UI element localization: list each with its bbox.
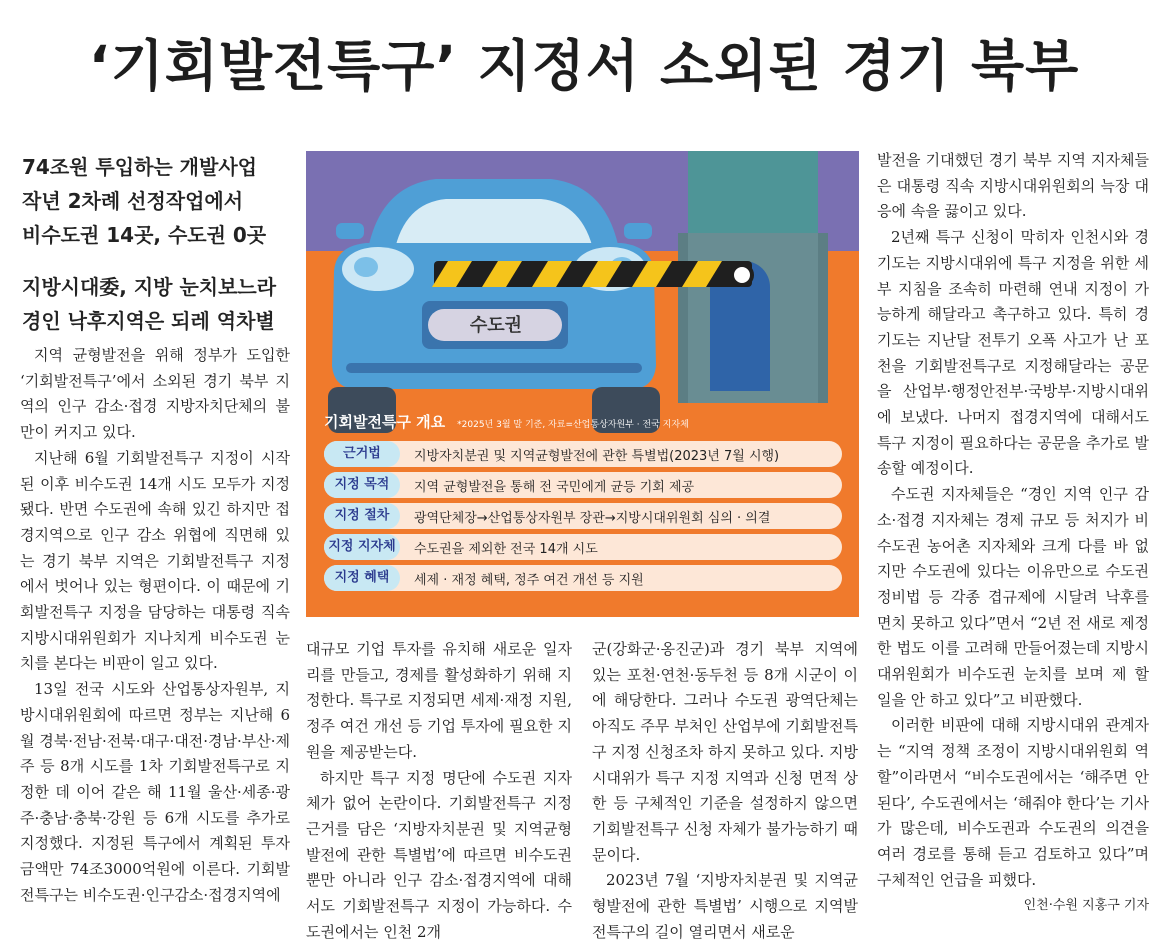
- deck-line: 74조원 투입하는 개발사업: [22, 155, 257, 179]
- info-row-text: 광역단체장→산업통상자원부 장관→지방시대위원회 심의 · 의결: [414, 510, 771, 526]
- barrier-arm: [432, 261, 752, 287]
- infographic: [306, 151, 859, 617]
- deck-line: 작년 2차례 선정작업에서: [22, 189, 244, 213]
- paragraph: 대규모 기업 투자를 유치해 새로운 일자리를 만들고, 경제를 활성화하기 위해 지정한다. 특구로 지정되면 세제·재정 지원, 정주 여건 개선 등 기업 투자에 필요한 지원을 제공받는다.: [306, 640, 572, 761]
- info-row: [324, 472, 842, 498]
- deck-line: 비수도권 14곳, 수도권 0곳: [22, 223, 267, 247]
- info-row-tag: 지정 지자체: [324, 534, 400, 560]
- deck-line: 경인 낙후지역은 되레 역차별: [22, 309, 275, 333]
- paragraph: 이러한 비판에 대해 지방시대위 관계자는 “지역 정책 조정이 지방시대위원회 역할”이라면서 “비수도권에서는 ‘해주면 안 된다’, 수도권에서는 ‘해줘야 한다’는 기사가 많은데, 비수도권과 수도권의 의견을 여러 경로를 통해 듣고 검토하고 있다”며 구체적인 언급을 피했다.: [877, 716, 1149, 889]
- paragraph: 13일 전국 시도와 산업통상자원부, 지방시대위원회에 따르면 정부는 지난해 6월 경북·전남·전북·대구·대전·경남·부산·제주 등 8개 시도를 1차 기회발전특구로 지정한 데 이어 같은 해 11월 울산·세종·광주·충남·충북·강원 등 6개 시도를 추가로 지정했다. 지정된 특구에서 계획된 투자 금액만 74조3000억원에 이른다. 기회발전특구는 비수도권·인구감소·접경지역에: [20, 680, 290, 904]
- byline: 인천·수원 지홍구 기자: [1023, 898, 1149, 914]
- paragraph: 하지만 특구 지정 명단에 수도권 지자체가 없어 논란이다. 기회발전특구 지정 근거를 담은 ‘지방자치분권 및 지역균형발전에 관한 특별법’에 따르면 비수도권뿐만 아니라 인구 감소·접경지역에 대해서도 기회발전특구 지정이 가능하다. 수도권에서는 인천 2개: [306, 768, 572, 941]
- paragraph: 수도권 지자체들은 “경인 지역 인구 감소·접경 지자체는 경제 규모 등 처지가 비수도권 농어촌 지자체와 크게 다를 바 없지만 수도권에 있다는 이유만으로 수도권정비법 등 각종 겹규제에 시달려 낙후를 면치 못하고 있다”면서 “2년 전 새로 제정한 법도 이를 고려해 만들어졌는데 지방시대위원회가 비수도권 눈치를 보며 제 할 일을 안 하고 있다”고 비판했다.: [877, 485, 1149, 709]
- info-row-text: 지방자치분권 및 지역균형발전에 관한 특별법(2023년 7월 시행): [414, 448, 780, 464]
- body-column-4: [877, 148, 1149, 919]
- info-panel-header: [324, 411, 842, 441]
- body-column-3: [592, 637, 858, 945]
- info-row-tag: 지정 절차: [324, 503, 400, 529]
- deck: [22, 150, 292, 338]
- info-row-tag: 근거법: [324, 441, 400, 467]
- info-row: [324, 534, 842, 560]
- paragraph: 2023년 7월 ‘지방자치분권 및 지역균형발전에 관한 특별법’ 시행으로 지역발전특구의 길이 열리면서 새로운: [592, 871, 858, 941]
- info-row-text: 지역 균형발전을 통해 전 국민에게 균등 기회 제공: [414, 479, 695, 495]
- info-row-tag: 지정 목적: [324, 472, 400, 498]
- body-column-1: [20, 343, 290, 908]
- license-plate-label: 수도권: [469, 315, 523, 336]
- paragraph: 지난해 6월 기회발전특구 지정이 시작된 이후 비수도권 14개 시도 모두가 지정됐다. 반면 수도권에 속해 있긴 하지만 접경지역으로 인구 감소 위협에 직면해 있는 경기 북부 지역은 기회발전특구 지정에서 벗어나 있는 형편이다. 이 때문에 기회발전특구 지정을 담당하는 대통령 직속 지방시대위원회가 지나치게 비수도권 눈치를 본다는 비판이 일고 있다.: [20, 448, 290, 673]
- info-row-text: 세제 · 재정 혜택, 정주 여건 개선 등 지원: [414, 572, 644, 588]
- info-row-text: 수도권을 제외한 전국 14개 시도: [414, 541, 598, 557]
- paragraph: 2년째 특구 신청이 막히자 인천시와 경기도는 지방시대위에 특구 지정을 위한 세부 지침을 조속히 마련해 연내 지정이 가능하게 해달라고 촉구하고 있다. 특히 경기도는 지난달 전투기 오폭 사고가 난 포천을 기회발전특구로 지정해달라는 공문을 산업부·행정안전부·국방부·지방시대위에 보냈다. 나머지 접경지역에 대해서도 특구 지정이 필요하다는 공문을 추가로 발송할 예정이다.: [877, 228, 1149, 478]
- info-row: [324, 441, 842, 467]
- info-panel-title: 기회발전특구 개요: [324, 413, 446, 431]
- info-row: [324, 503, 842, 529]
- headline: ‘기회발전특구’ 지정서 소외된 경기 북부: [88, 34, 1080, 98]
- body-column-2: [306, 637, 572, 945]
- info-row-tag: 지정 혜택: [324, 565, 400, 591]
- paragraph: 지역 균형발전을 위해 정부가 도입한 ‘기회발전특구’에서 소외된 경기 북부 지역의 인구 감소·접경 지방자치단체의 불만이 커지고 있다.: [20, 346, 290, 442]
- paragraph: 군(강화군·옹진군)과 경기 북부 지역에 있는 포천·연천·동두천 등 8개 시군이 이에 해당한다. 그러나 수도권 광역단체는 아직도 주무 부처인 산업부에 기회발전특구 지정 신청조차 하지 못하고 있다. 지방시대위가 특구 지정 지역과 신청 면적 상한 등 구체적인 기준을 설정하지 않으면 기회발전특구 신청 자체가 불가능하기 때문이다.: [592, 640, 858, 864]
- info-panel: [324, 411, 842, 596]
- info-row: [324, 565, 842, 591]
- info-panel-source-note: *2025년 3월 말 기준, 자료=산업통상자원부 · 전국 지자체: [457, 420, 689, 430]
- deck-line: 지방시대委, 지방 눈치보느라: [22, 275, 277, 299]
- paragraph: 발전을 기대했던 경기 북부 지역 지자체들은 대통령 직속 지방시대위원회의 늑장 대응에 속을 끓이고 있다.: [877, 151, 1149, 221]
